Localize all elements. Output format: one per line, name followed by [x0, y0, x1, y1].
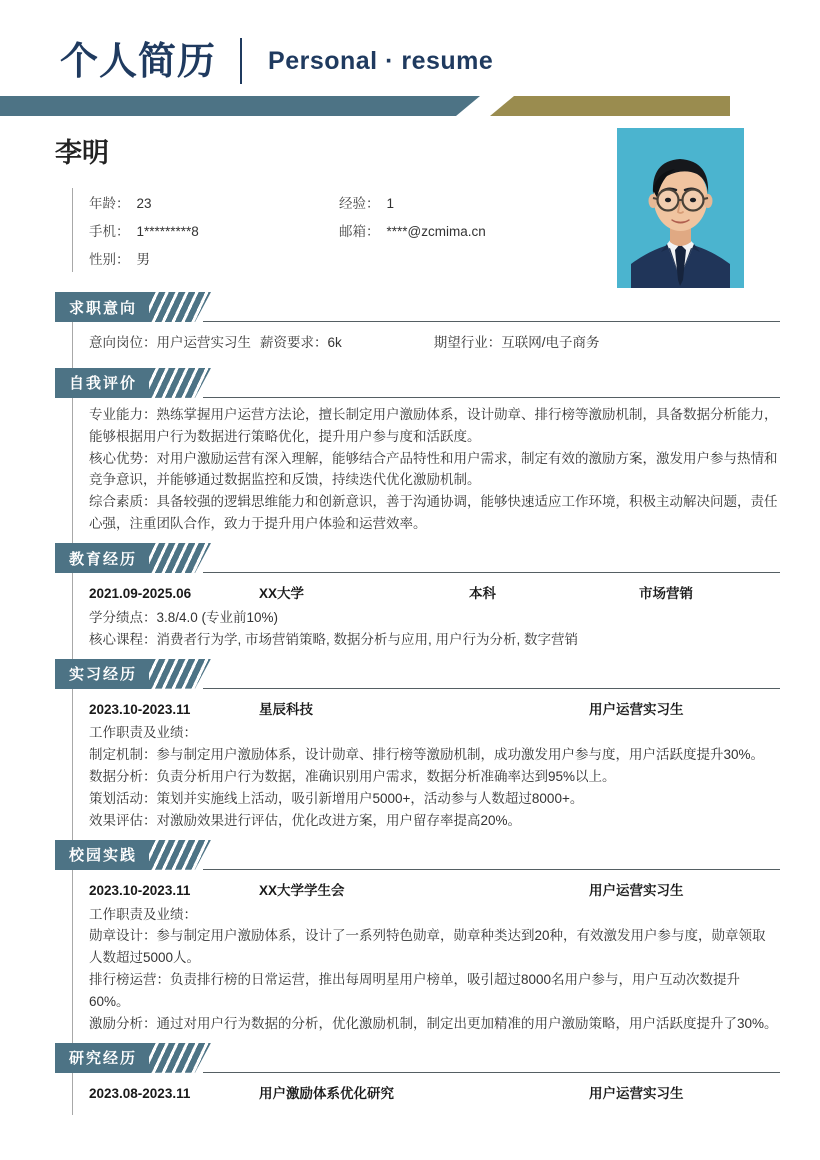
section-stripe-decoration: [149, 292, 211, 322]
section-stripe-decoration: [149, 659, 211, 689]
info-value: 男: [136, 252, 150, 268]
page-title-en: Personal · resume: [268, 46, 494, 75]
info-cell-gender: [89, 248, 339, 268]
campus-role: 用户运营实习生: [589, 882, 684, 898]
education-line: 核心课程：消费者行为学, 市场营销策略, 数据分析与应用, 用户行为分析, 数字营销: [89, 631, 579, 647]
intent-row: [89, 328, 778, 360]
section-body: [72, 398, 778, 543]
info-row: [89, 188, 572, 216]
info-cell-email: [339, 220, 486, 240]
campus-entry-header: [89, 876, 778, 904]
education-school: XX大学: [259, 586, 305, 602]
info-row: [89, 216, 572, 244]
basic-info-grid: [72, 188, 572, 272]
campus-bullet: 激励分析：通过对用户行为数据的分析，优化激励机制，制定出更加精准的用户激励策略，用户活跃度提升了30%。: [89, 1015, 778, 1031]
section-rule: [203, 572, 780, 573]
education-entry-header: [89, 579, 778, 607]
section-title: 教育经历: [55, 543, 151, 573]
research-topic: 用户激励体系优化研究: [259, 1085, 394, 1101]
intent-position: [89, 332, 251, 354]
section-header: [55, 659, 820, 689]
info-label: 年龄：: [89, 196, 130, 212]
page-title-cn: 个人简历: [60, 39, 217, 83]
intent-position-label: 意向岗位：: [89, 335, 157, 350]
section-header: [55, 292, 820, 322]
education-date: 2021.09-2025.06: [89, 586, 192, 602]
internship-entry-header: [89, 695, 778, 723]
section-internship: [0, 659, 820, 840]
section-rule: [203, 397, 780, 398]
campus-duty-label: 工作职责及业绩：: [89, 906, 197, 922]
info-label: 邮箱：: [339, 224, 380, 240]
section-rule: [203, 688, 780, 689]
intent-salary-value: 6k: [327, 335, 342, 350]
band-gold: [490, 96, 730, 116]
section-research: [0, 1043, 820, 1115]
header-decorative-bands: [0, 96, 820, 116]
info-cell-age: [89, 192, 339, 212]
section-self-evaluation: [0, 368, 820, 543]
research-date: 2023.08-2023.11: [89, 1085, 191, 1101]
info-cell-phone: [89, 220, 339, 240]
info-label: 性别：: [89, 252, 130, 268]
band-teal: [0, 96, 480, 116]
education-major: 市场营销: [639, 586, 693, 602]
intent-industry-value: 互联网/电子商务: [501, 335, 600, 350]
section-rule: [203, 1072, 780, 1073]
section-header: [55, 543, 820, 573]
intent-salary: [260, 332, 342, 354]
internship-company: 星辰科技: [259, 701, 313, 717]
self-eval-paragraph: 核心优势：对用户激励运营有深入理解，能够结合产品特性和用户需求，制定有效的激励方案，激发用户参与热情和竞争意识，并能够通过数据监控和反馈，持续迭代优化激励机制。: [89, 450, 778, 488]
person-name: 李明: [55, 138, 109, 169]
section-header: [55, 368, 820, 398]
info-label: 手机：: [89, 224, 130, 240]
internship-role: 用户运营实习生: [589, 701, 684, 717]
section-title: 校园实践: [55, 840, 151, 870]
section-campus-practice: [0, 840, 820, 1043]
section-rule: [203, 321, 780, 322]
info-value: 23: [136, 196, 152, 212]
section-stripe-decoration: [149, 368, 211, 398]
intent-industry-label: 期望行业：: [433, 335, 502, 350]
section-body: [72, 573, 778, 659]
intent-position-value: 用户运营实习生: [156, 335, 251, 350]
section-rule: [203, 869, 780, 870]
section-body: [72, 689, 778, 840]
internship-bullet: 数据分析：负责分析用户行为数据，准确识别用户需求，数据分析准确率达到95%以上。: [89, 769, 616, 785]
campus-organization: XX大学学生会: [259, 882, 345, 898]
section-title: 研究经历: [55, 1043, 151, 1073]
info-label: 经验：: [339, 196, 380, 212]
research-entry-header: [89, 1079, 778, 1107]
section-title: 自我评价: [55, 368, 151, 398]
section-body: [72, 322, 778, 368]
section-stripe-decoration: [149, 840, 211, 870]
intent-industry: [434, 332, 600, 354]
info-value: ****@zcmima.cn: [386, 224, 486, 240]
education-degree: 本科: [469, 586, 496, 602]
section-job-intent: [0, 292, 820, 368]
title-divider: [240, 38, 242, 84]
section-stripe-decoration: [149, 543, 211, 573]
education-line: 学分绩点：3.8/4.0 (专业前10%): [89, 609, 279, 625]
self-eval-paragraph: 综合素质：具备较强的逻辑思维能力和创新意识，善于沟通协调，能够快速适应工作环境，积极主动解决问题，责任心强，注重团队合作，致力于提升用户体验和运营效率。: [89, 494, 778, 532]
identity-block: [0, 120, 820, 292]
info-row: [89, 244, 572, 272]
campus-bullet: 勋章设计：参与制定用户激励体系，设计了一系列特色勋章，勋章种类达到20种，有效激发用户参与度，勋章领取人数超过5000人。: [89, 928, 766, 966]
section-header: [55, 840, 820, 870]
info-cell-experience: [339, 192, 394, 212]
section-education: [0, 543, 820, 659]
info-value: 1: [386, 196, 395, 212]
internship-bullet: 制定机制：参与制定用户激励体系，设计勋章、排行榜等激励机制，成功激发用户参与度，用户活跃度提升30%。: [89, 747, 765, 763]
info-value: 1*********8: [136, 224, 199, 240]
internship-bullet: 策划活动：策划并实施线上活动，吸引新增用户5000+，活动参与人数超过8000+。: [89, 791, 584, 807]
self-eval-paragraph: 专业能力：熟练掌握用户运营方法论，擅长制定用户激励体系，设计勋章、排行榜等激励机制，具备数据分析能力，能够根据用户行为数据进行策略优化，提升用户参与度和活跃度。: [89, 406, 778, 444]
section-title: 求职意向: [55, 292, 151, 322]
section-body: [72, 870, 778, 1043]
section-stripe-decoration: [149, 1043, 211, 1073]
avatar: [617, 128, 744, 288]
internship-date: 2023.10-2023.11: [89, 701, 191, 717]
internship-duty-label: 工作职责及业绩：: [89, 725, 197, 741]
campus-date: 2023.10-2023.11: [89, 882, 191, 898]
page-header: [0, 0, 820, 120]
campus-bullet: 排行榜运营：负责排行榜的日常运营，推出每周明星用户榜单，吸引超过8000名用户参与，用户互动次数提升60%。: [89, 972, 741, 1010]
internship-bullet: 效果评估：对激励效果进行评估，优化改进方案，用户留存率提高20%。: [89, 812, 522, 828]
section-body: [72, 1073, 778, 1115]
intent-left-group: [89, 332, 342, 354]
research-role: 用户运营实习生: [589, 1085, 684, 1101]
section-title: 实习经历: [55, 659, 151, 689]
intent-salary-label: 薪资要求：: [260, 335, 328, 350]
header-title-group: [0, 0, 820, 92]
section-header: [55, 1043, 820, 1073]
